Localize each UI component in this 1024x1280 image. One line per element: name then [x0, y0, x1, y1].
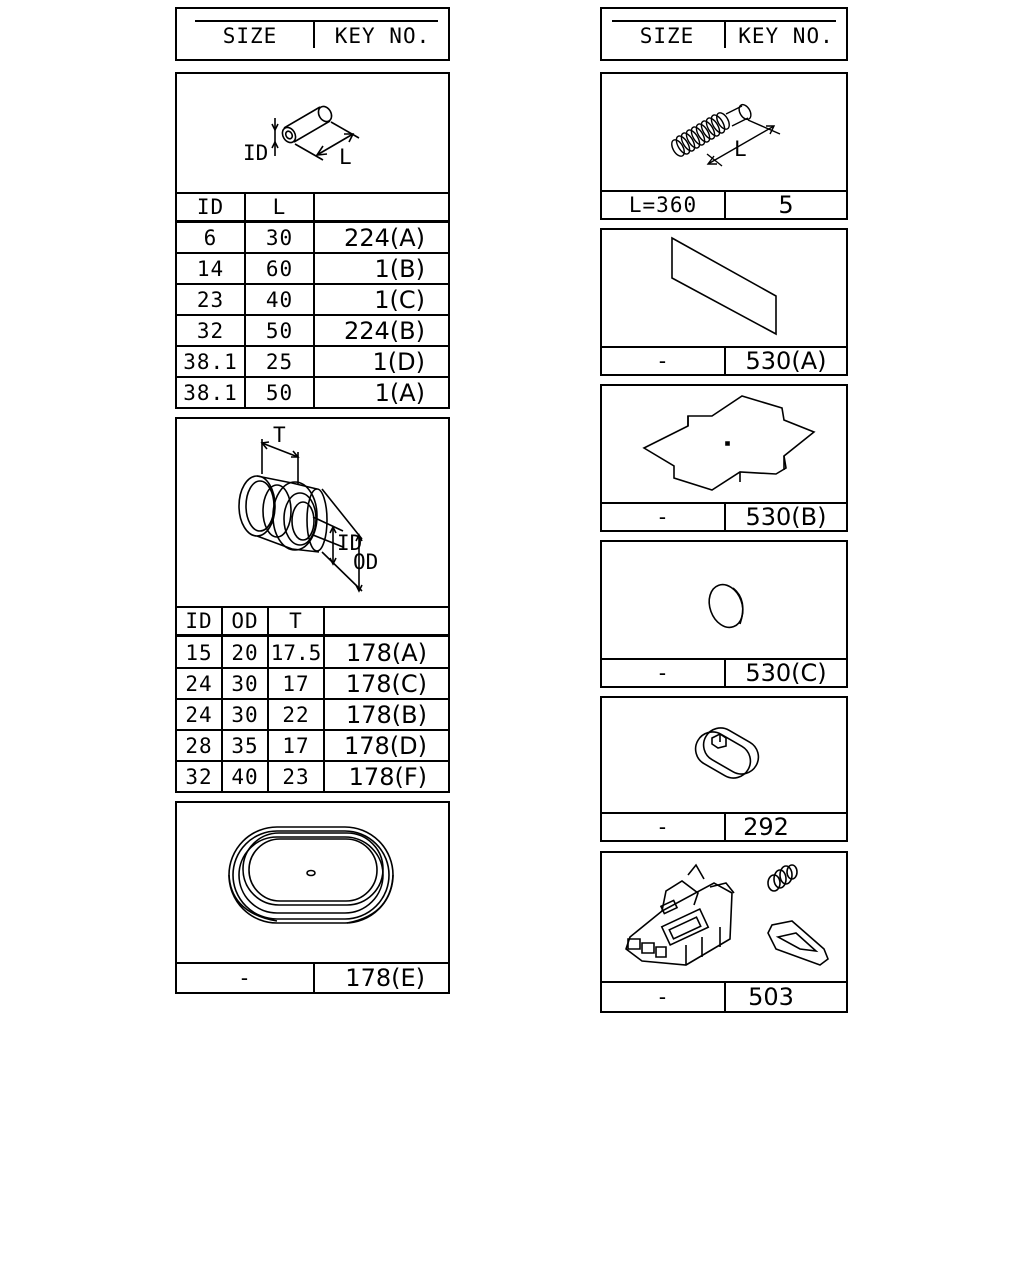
table-row — [177, 285, 448, 316]
grommet-key-value: 178(D) — [343, 731, 427, 760]
grommet-key-value: 178(C) — [345, 669, 427, 698]
table-row — [177, 731, 448, 762]
size-header: SIZE — [222, 24, 278, 48]
tape-sheet-panel — [600, 384, 848, 532]
grommet-t-value: 17 — [282, 671, 310, 696]
corrugated-tube-size: L=360 — [628, 193, 698, 217]
table-row — [177, 378, 448, 409]
table-row — [177, 669, 448, 700]
tape-disc-size: - — [656, 661, 670, 685]
tube-id-label: ID — [243, 141, 269, 165]
tube-l-label: L — [339, 145, 352, 169]
corrugated-tube-key: 5 — [778, 191, 794, 219]
tube-id-value: 14 — [196, 256, 225, 281]
grommet-col-t: T — [289, 609, 303, 633]
grommet-od-value: 20 — [231, 640, 259, 665]
table-row — [177, 347, 448, 378]
grommet-header-bottom — [177, 634, 448, 637]
tube-l-value: 30 — [265, 225, 294, 250]
oval-grommet-panel — [175, 801, 450, 994]
oval-grommet-drawing — [177, 803, 448, 963]
tape-sheet-drawing — [602, 386, 846, 502]
tube-key-value: 1(C) — [374, 285, 425, 314]
grommet-id-value: 28 — [185, 733, 213, 758]
tube-l-value: 25 — [265, 349, 294, 374]
grommet-od-label: OD — [353, 550, 379, 574]
clip-key: 292 — [743, 813, 789, 841]
tube-id-value: 23 — [196, 287, 225, 312]
tube-key-value: 1(B) — [374, 254, 425, 283]
tape-strip-size: - — [656, 349, 670, 373]
tube-id-value: 6 — [203, 225, 218, 250]
key-no-header: KEY NO. — [738, 24, 834, 48]
tape-disc-drawing — [602, 542, 846, 658]
tube-l-value: 60 — [265, 256, 294, 281]
connector-kit-size: - — [656, 985, 670, 1009]
grommet-od-value: 35 — [231, 733, 259, 758]
tube-drawing — [177, 74, 448, 192]
tape-disc-key: 530(C) — [745, 659, 827, 687]
tube-key-value: 224(A) — [344, 223, 425, 252]
tube-l-value: 50 — [265, 380, 294, 405]
corrugated-tube-panel — [600, 72, 848, 220]
grommet-col-id: ID — [185, 609, 213, 633]
clip-drawing — [602, 698, 846, 812]
tube-key-value: 224(B) — [344, 316, 425, 345]
grommet-id-value: 32 — [185, 764, 213, 789]
table-row — [177, 254, 448, 285]
corrugated-tube-l-label: L — [734, 137, 747, 161]
grommet-panel — [175, 417, 450, 793]
tape-sheet-key: 530(B) — [745, 503, 827, 531]
tube-key-value: 1(D) — [372, 347, 425, 376]
tape-strip-panel — [600, 228, 848, 376]
connector-kit-drawing — [602, 853, 846, 981]
grommet-drawing — [177, 419, 448, 607]
right-header — [600, 7, 848, 61]
size-header: SIZE — [639, 24, 695, 48]
oval-grommet-size: - — [238, 966, 252, 990]
tape-disc-panel — [600, 540, 848, 688]
left-header — [175, 7, 450, 61]
table-row — [177, 700, 448, 731]
tape-strip-key: 530(A) — [745, 347, 827, 375]
key-no-header: KEY NO. — [334, 24, 431, 48]
tape-sheet-size: - — [656, 505, 670, 529]
grommet-col-od: OD — [231, 609, 259, 633]
grommet-key-value: 178(F) — [348, 762, 427, 791]
grommet-id-value: 15 — [185, 640, 213, 665]
grommet-t-value: 23 — [282, 764, 310, 789]
grommet-t-value: 22 — [282, 702, 310, 727]
grommet-od-value: 30 — [231, 702, 259, 727]
grommet-od-value: 30 — [231, 671, 259, 696]
grommet-t-value: 17 — [282, 733, 310, 758]
table-row — [177, 762, 448, 793]
table-row — [177, 223, 448, 254]
clip-panel — [600, 696, 848, 842]
connector-kit-key: 503 — [748, 983, 794, 1011]
corrugated-tube-drawing — [602, 74, 846, 190]
tube-id-value: 32 — [196, 318, 225, 343]
grommet-id-value: 24 — [185, 671, 213, 696]
connector-kit-panel — [600, 851, 848, 1013]
tape-strip-drawing — [602, 230, 846, 346]
tube-id-value: 38.1 — [183, 380, 238, 405]
grommet-key-value: 178(A) — [346, 638, 427, 667]
grommet-id-label: ID — [337, 531, 363, 555]
tube-col-l: L — [272, 195, 287, 219]
grommet-t-label: T — [273, 423, 286, 447]
oval-grommet-key: 178(E) — [345, 964, 425, 992]
table-row — [177, 316, 448, 347]
tube-key-value: 1(A) — [374, 378, 425, 407]
tube-col-id: ID — [196, 195, 225, 219]
tube-l-value: 40 — [265, 287, 294, 312]
grommet-t-value: 17.5 — [270, 640, 322, 665]
grommet-id-value: 24 — [185, 702, 213, 727]
tube-l-value: 50 — [265, 318, 294, 343]
tube-panel — [175, 72, 450, 409]
clip-size: - — [656, 815, 670, 839]
table-row — [177, 638, 448, 669]
grommet-key-value: 178(B) — [346, 700, 427, 729]
tube-id-value: 38.1 — [183, 349, 238, 374]
grommet-od-value: 40 — [231, 764, 259, 789]
